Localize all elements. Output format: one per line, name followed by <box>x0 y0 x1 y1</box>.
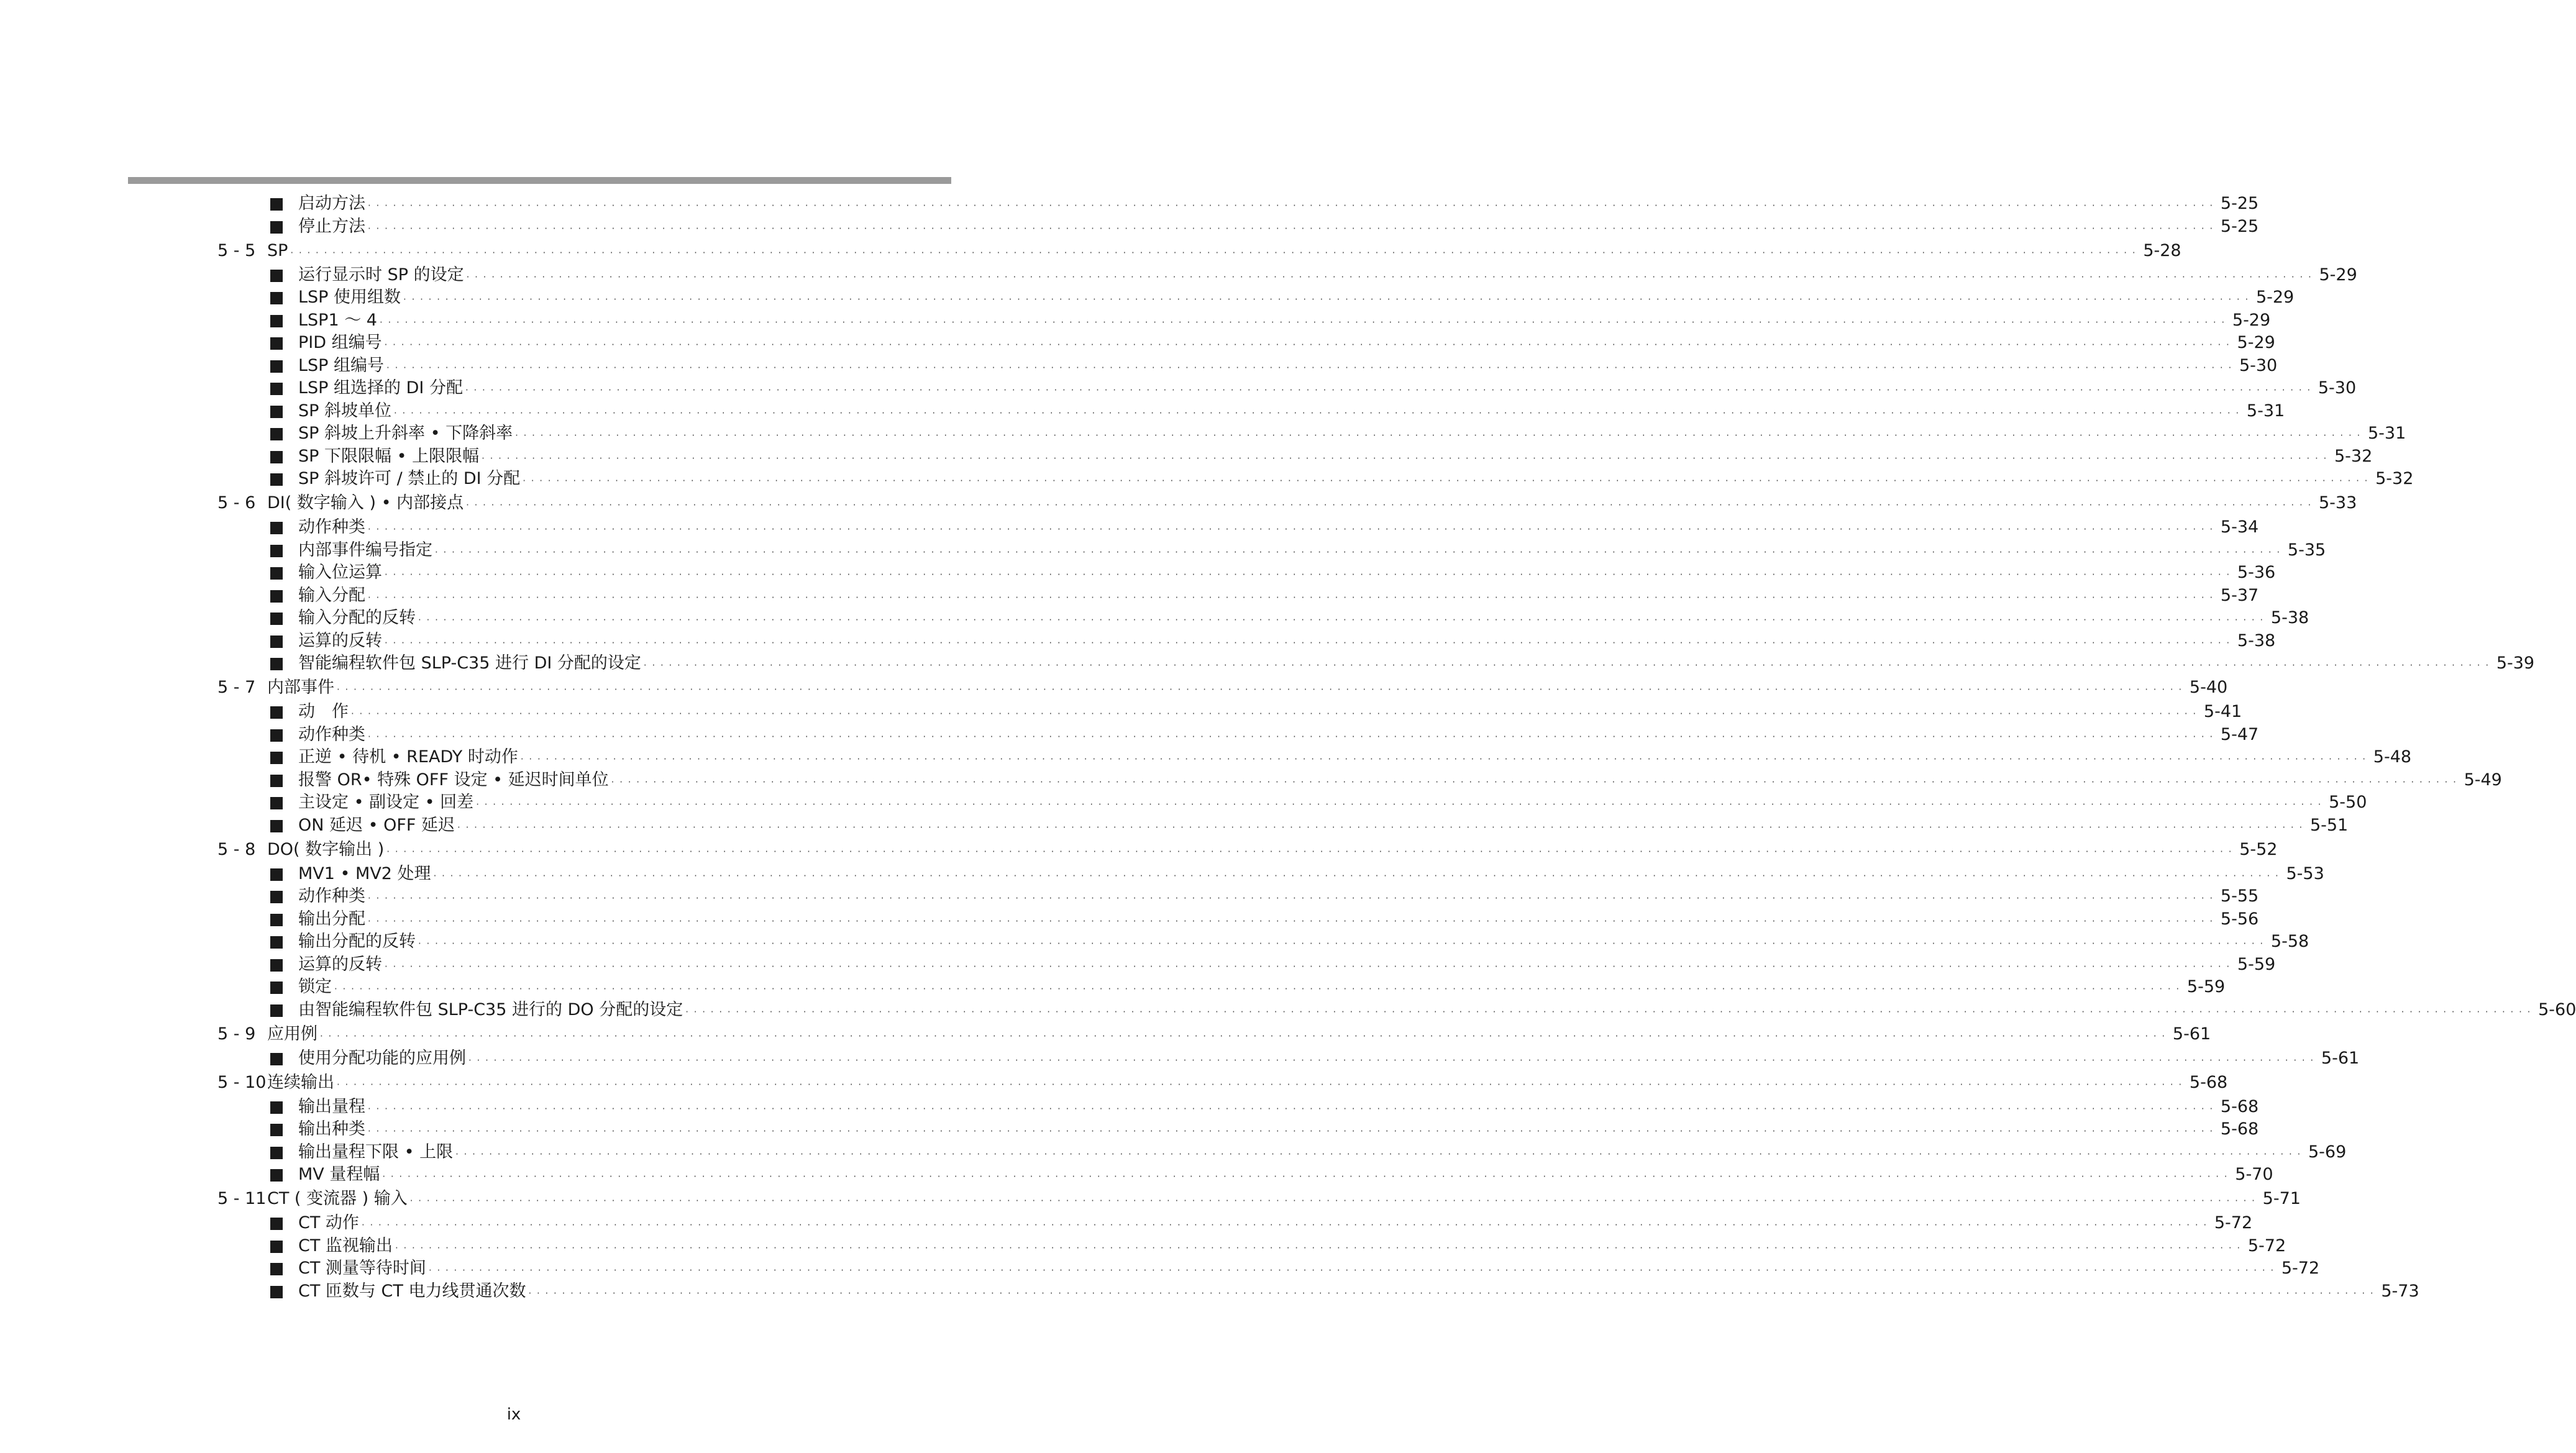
toc-section-row[interactable] <box>0 1023 2211 1045</box>
toc-leader-line <box>298 1141 2347 1164</box>
square-bullet-icon <box>270 959 283 972</box>
dot-leader: · · · · · · · · · · · · · · · · · · · · · · · · · · · · · · · · · · · · · · · · · · · · · · · · · · · · · · · · · · · · · · · · · · · · · · · · · · · · · · · · · · · · · · · · · · · · · · · · · · · · · · · · · · · · · · · · · · · · · · · · · · · · · · · · · · · · · · · · · · · · · · · · · · · · · · · · · · · · · · · · · · · · · · · · · · · · · · · · · · · · · · · · · · · · · · · · · · · · · · · · · · · · · · · · · · · · · · · · · · · · <box>368 591 2214 603</box>
dot-leader: · · · · · · · · · · · · · · · · · · · · · · · · · · · · · · · · · · · · · · · · · · · · · · · · · · · · · · · · · · · · · · · · · · · · · · · · · · · · · · · · · · · · · · · · · · · · · · · · · · · · · · · · · · · · · · · · · · · · · · · · · · · · · · · · · · · · · · · · · · · · · · · · · · · · · · · · · · · · · · · · · · · · · · · · · · · · · · · · · · · · · · · · · · · · · · · · · · · · · · · · · · · · · · · · · · · · · · · · · · · · <box>418 938 2265 949</box>
toc-page-number: 5-70 <box>2235 1165 2273 1184</box>
square-bullet-icon <box>270 1147 283 1159</box>
toc-leader-line <box>298 422 2406 445</box>
dot-leader: · · · · · · · · · · · · · · · · · · · · · · · · · · · · · · · · · · · · · · · · · · · · · · · · · · · · · · · · · · · · · · · · · · · · · · · · · · · · · · · · · · · · · · · · · · · · · · · · · · · · · · · · · · · · · · · · · · · · · · · · · · · · · · · · · · · · · · · · · · · · · · · · · · · · · · · · · · · · · · · · · · · · · · · · · · · · · · · · · · · · · · · · · · · · · · · · · · · · · · · · · · · · · · · · · · · · · · · · · · · · <box>368 222 2214 234</box>
square-bullet-icon <box>270 1286 283 1298</box>
square-bullet-icon <box>270 1004 283 1017</box>
dot-leader: · · · · · · · · · · · · · · · · · · · · · · · · · · · · · · · · · · · · · · · · · · · · · · · · · · · · · · · · · · · · · · · · · · · · · · · · · · · · · · · · · · · · · · · · · · · · · · · · · · · · · · · · · · · · · · · · · · · · · · · · · · · · · · · · · · · · · · · · · · · · · · · · · · · · · · · · · · · · · · · · · · · · · · · · · · · · · · · · · · · · · · · · · · · · · · · · · · · · · · · · · · · · · · · · · · · · · · · · · · · · <box>320 1030 2167 1042</box>
toc-entry-row[interactable] <box>0 814 2349 837</box>
toc-leader-line <box>298 931 2309 953</box>
toc-leader-line <box>298 1212 2253 1234</box>
toc-page-number: 5-38 <box>2237 631 2276 650</box>
dot-leader: · · · · · · · · · · · · · · · · · · · · · · · · · · · · · · · · · · · · · · · · · · · · · · · · · · · · · · · · · · · · · · · · · · · · · · · · · · · · · · · · · · · · · · · · · · · · · · · · · · · · · · · · · · · · · · · · · · · · · · · · · · · · · · · · · · · · · · · · · · · · · · · · · · · · · · · · · · · · · · · · · · · · · · · · · · · · · · · · · · · · · · · · · · · · · · · · · · · · · · · · · · · · · · · · · · · · · · · · · · · · <box>368 893 2214 904</box>
dot-leader: · · · · · · · · · · · · · · · · · · · · · · · · · · · · · · · · · · · · · · · · · · · · · · · · · · · · · · · · · · · · · · · · · · · · · · · · · · · · · · · · · · · · · · · · · · · · · · · · · · · · · · · · · · · · · · · · · · · · · · · · · · · · · · · · · · · · · · · · · · · · · · · · · · · · · · · · · · · · · · · · · · · · · · · · · · · · · · · · · · · · · · · · · · · · · · · · · · · · · · · · · · · · · · · · · · · · · · · · · · · · <box>334 983 2181 995</box>
dot-leader: · · · · · · · · · · · · · · · · · · · · · · · · · · · · · · · · · · · · · · · · · · · · · · · · · · · · · · · · · · · · · · · · · · · · · · · · · · · · · · · · · · · · · · · · · · · · · · · · · · · · · · · · · · · · · · · · · · · · · · · · · · · · · · · · · · · · · · · · · · · · · · · · · · · · · · · · · · · · · · · · · · · · · · · · · · · · · · · · · · · · · · · · · · · · · · · · · · · · · · · · · · · · · · · · · · · · · · · · · · · · <box>457 821 2304 833</box>
toc-entry-title: 主设定 • 副设定 • 回差 <box>298 793 474 812</box>
toc-page-number: 5-48 <box>2373 747 2412 767</box>
toc-entry-row[interactable] <box>0 377 2357 399</box>
toc-entry-title: 停止方法 <box>298 216 365 236</box>
toc-entry-title: LSP 组编号 <box>298 355 385 375</box>
toc-entry-title: 动 作 <box>298 702 349 721</box>
dot-leader: · · · · · · · · · · · · · · · · · · · · · · · · · · · · · · · · · · · · · · · · · · · · · · · · · · · · · · · · · · · · · · · · · · · · · · · · · · · · · · · · · · · · · · · · · · · · · · · · · · · · · · · · · · · · · · · · · · · · · · · · · · · · · · · · · · · · · · · · · · · · · · · · · · · · · · · · · · · · · · · · · · · · · · · · · · · · · · · · · · · · · · · · · · · · · · · · · · · · · · · · · · · · · · · · · · · · · · · · · · · · <box>386 845 2233 857</box>
toc-entry-title: MV1 • MV2 处理 <box>298 863 431 883</box>
toc-entry-title: 正逆 • 待机 • READY 时动作 <box>298 747 518 767</box>
toc-entry-row[interactable] <box>0 193 2259 215</box>
toc-entry-row[interactable] <box>0 468 2414 490</box>
toc-entry-row[interactable] <box>0 1164 2273 1186</box>
square-bullet-icon <box>270 706 283 719</box>
toc-leader-line <box>298 193 2259 215</box>
toc-leader-line <box>298 976 2226 998</box>
toc-page-number: 5-33 <box>2318 493 2357 512</box>
toc-entry-row[interactable] <box>0 1096 2259 1118</box>
section-number: 5 - 8 <box>217 839 256 859</box>
toc-entry-row[interactable] <box>0 332 2275 354</box>
square-bullet-icon <box>270 545 283 557</box>
toc-page-number: 5-50 <box>2329 793 2367 812</box>
square-bullet-icon <box>270 914 283 926</box>
dot-leader: · · · · · · · · · · · · · · · · · · · · · · · · · · · · · · · · · · · · · · · · · · · · · · · · · · · · · · · · · · · · · · · · · · · · · · · · · · · · · · · · · · · · · · · · · · · · · · · · · · · · · · · · · · · · · · · · · · · · · · · · · · · · · · · · · · · · · · · · · · · · · · · · · · · · · · · · · · · · · · · · · · · · · · · · · · · · · · · · · · · · · · · · · · · · · · · · · · · · · · · · · · · · · · · · · · · · · · · · · · · · <box>379 316 2226 328</box>
toc-entry-title: 内部事件 <box>267 678 334 697</box>
toc-leader-line <box>298 630 2276 652</box>
square-bullet-icon <box>270 315 283 327</box>
dot-leader: · · · · · · · · · · · · · · · · · · · · · · · · · · · · · · · · · · · · · · · · · · · · · · · · · · · · · · · · · · · · · · · · · · · · · · · · · · · · · · · · · · · · · · · · · · · · · · · · · · · · · · · · · · · · · · · · · · · · · · · · · · · · · · · · · · · · · · · · · · · · · · · · · · · · · · · · · · · · · · · · · · · · · · · · · · · · · · · · · · · · · · · · · · · · · · · · · · · · · · · · · · · · · · · · · · · · · · · · · · · · <box>386 362 2233 373</box>
toc-page-number: 5-68 <box>2189 1072 2228 1092</box>
toc-page-number: 5-39 <box>2496 654 2535 673</box>
toc-leader-line <box>298 286 2295 309</box>
square-bullet-icon <box>270 982 283 994</box>
dot-leader: · · · · · · · · · · · · · · · · · · · · · · · · · · · · · · · · · · · · · · · · · · · · · · · · · · · · · · · · · · · · · · · · · · · · · · · · · · · · · · · · · · · · · · · · · · · · · · · · · · · · · · · · · · · · · · · · · · · · · · · · · · · · · · · · · · · · · · · · · · · · · · · · · · · · · · · · · · · · · · · · · · · · · · · · · · · · · · · · · · · · · · · · · · · · · · · · · · · · · · · · · · · · · · · · · · · · · · · · · · · · <box>418 614 2265 626</box>
square-bullet-icon <box>270 752 283 764</box>
dot-leader: · · · · · · · · · · · · · · · · · · · · · · · · · · · · · · · · · · · · · · · · · · · · · · · · · · · · · · · · · · · · · · · · · · · · · · · · · · · · · · · · · · · · · · · · · · · · · · · · · · · · · · · · · · · · · · · · · · · · · · · · · · · · · · · · · · · · · · · · · · · · · · · · · · · · · · · · · · · · · · · · · · · · · · · · · · · · · · · · · · · · · · · · · · · · · · · · · · · · · · · · · · · · · · · · · · · · · · · · · · · · <box>368 1103 2214 1114</box>
toc-page-number: 5-61 <box>2172 1024 2211 1044</box>
toc-entry-row[interactable] <box>0 264 2357 286</box>
section-number: 5 - 9 <box>217 1024 256 1044</box>
toc-page-number: 5-59 <box>2186 977 2226 996</box>
dot-leader: · · · · · · · · · · · · · · · · · · · · · · · · · · · · · · · · · · · · · · · · · · · · · · · · · · · · · · · · · · · · · · · · · · · · · · · · · · · · · · · · · · · · · · · · · · · · · · · · · · · · · · · · · · · · · · · · · · · · · · · · · · · · · · · · · · · · · · · · · · · · · · · · · · · · · · · · · · · · · · · · · · · · · · · · · · · · · · · · · · · · · · · · · · · · · · · · · · · · · · · · · · · · · · · · · · · · · · · · · · · · <box>435 546 2281 558</box>
toc-page-number: 5-58 <box>2270 932 2309 951</box>
toc-leader-line <box>298 1047 2360 1070</box>
square-bullet-icon <box>270 1101 283 1114</box>
toc-page-number: 5-29 <box>2255 288 2295 307</box>
toc-entry-title: 智能编程软件包 SLP-C35 进行 DI 分配的设定 <box>298 654 641 673</box>
toc-section-row[interactable] <box>0 676 2228 699</box>
dot-leader: · · · · · · · · · · · · · · · · · · · · · · · · · · · · · · · · · · · · · · · · · · · · · · · · · · · · · · · · · · · · · · · · · · · · · · · · · · · · · · · · · · · · · · · · · · · · · · · · · · · · · · · · · · · · · · · · · · · · · · · · · · · · · · · · · · · · · · · · · · · · · · · · · · · · · · · · · · · · · · · · · · · · · · · · · · · · · · · · · · · · · · · · · · · · · · · · · · · · · · · · · · · · · · · · · · · · · · · · · · · · <box>685 1006 2532 1018</box>
toc-page-number: 5-47 <box>2220 724 2259 744</box>
square-bullet-icon <box>270 198 283 211</box>
toc-entry-title: 输出量程 <box>298 1096 365 1116</box>
square-bullet-icon <box>270 1169 283 1182</box>
toc-entry-title: SP 下限限幅 • 上限限幅 <box>298 446 480 466</box>
dot-leader: · · · · · · · · · · · · · · · · · · · · · · · · · · · · · · · · · · · · · · · · · · · · · · · · · · · · · · · · · · · · · · · · · · · · · · · · · · · · · · · · · · · · · · · · · · · · · · · · · · · · · · · · · · · · · · · · · · · · · · · · · · · · · · · · · · · · · · · · · · · · · · · · · · · · · · · · · · · · · · · · · · · · · · · · · · · · · · · · · · · · · · · · · · · · · · · · · · · · · · · · · · · · · · · · · · · · · · · · · · · · <box>428 1265 2275 1276</box>
toc-page-number: 5-37 <box>2220 585 2259 605</box>
toc-leader-line <box>298 885 2259 908</box>
toc-entry-title: SP 斜坡单位 <box>298 401 392 421</box>
dot-leader: · · · · · · · · · · · · · · · · · · · · · · · · · · · · · · · · · · · · · · · · · · · · · · · · · · · · · · · · · · · · · · · · · · · · · · · · · · · · · · · · · · · · · · · · · · · · · · · · · · · · · · · · · · · · · · · · · · · · · · · · · · · · · · · · · · · · · · · · · · · · · · · · · · · · · · · · · · · · · · · · · · · · · · · · · · · · · · · · · · · · · · · · · · · · · · · · · · · · · · · · · · · · · · · · · · · · · · · · · · · · <box>455 1148 2302 1160</box>
toc-entry-row[interactable] <box>0 286 2295 309</box>
square-bullet-icon <box>270 406 283 418</box>
section-number: 5 - 5 <box>217 240 256 260</box>
square-bullet-icon <box>270 1241 283 1253</box>
toc-entry-title: 运行显示时 SP 的设定 <box>298 265 464 285</box>
toc-section-row[interactable] <box>0 240 2181 262</box>
toc-entry-title: CT 监视输出 <box>298 1236 393 1255</box>
toc-leader-line <box>298 607 2309 629</box>
toc-entry-row[interactable] <box>0 1257 2320 1280</box>
toc-page-number: 5-52 <box>2239 839 2278 859</box>
toc-leader-line <box>298 516 2259 539</box>
toc-entry-row[interactable] <box>0 954 2276 976</box>
square-bullet-icon <box>270 221 283 234</box>
square-bullet-icon <box>270 891 283 903</box>
toc-page-number: 5-69 <box>2308 1142 2347 1162</box>
square-bullet-icon <box>270 383 283 395</box>
toc-entry-title: SP 斜坡许可 / 禁止的 DI 分配 <box>298 469 521 488</box>
square-bullet-icon <box>270 613 283 625</box>
square-bullet-icon <box>270 797 283 809</box>
dot-leader: · · · · · · · · · · · · · · · · · · · · · · · · · · · · · · · · · · · · · · · · · · · · · · · · · · · · · · · · · · · · · · · · · · · · · · · · · · · · · · · · · · · · · · · · · · · · · · · · · · · · · · · · · · · · · · · · · · · · · · · · · · · · · · · · · · · · · · · · · · · · · · · · · · · · · · · · · · · · · · · · · · · · · · · · · · · · · · · · · · · · · · · · · · · · · · · · · · · · · · · · · · · · · · · · · · · · · · · · · · · · <box>468 1054 2315 1066</box>
dot-leader: · · · · · · · · · · · · · · · · · · · · · · · · · · · · · · · · · · · · · · · · · · · · · · · · · · · · · · · · · · · · · · · · · · · · · · · · · · · · · · · · · · · · · · · · · · · · · · · · · · · · · · · · · · · · · · · · · · · · · · · · · · · · · · · · · · · · · · · · · · · · · · · · · · · · · · · · · · · · · · · · · · · · · · · · · · · · · · · · · · · · · · · · · · · · · · · · · · · · · · · · · · · · · · · · · · · · · · · · · · · · <box>643 660 2490 671</box>
toc-page-number: 5-55 <box>2220 886 2259 906</box>
square-bullet-icon <box>270 1218 283 1230</box>
toc-leader-line <box>267 492 2357 514</box>
toc-leader-line <box>298 1280 2419 1303</box>
toc-page-number: 5-28 <box>2143 240 2181 260</box>
toc-leader-line <box>298 814 2349 837</box>
toc-leader-line <box>298 791 2367 814</box>
dot-leader: · · · · · · · · · · · · · · · · · · · · · · · · · · · · · · · · · · · · · · · · · · · · · · · · · · · · · · · · · · · · · · · · · · · · · · · · · · · · · · · · · · · · · · · · · · · · · · · · · · · · · · · · · · · · · · · · · · · · · · · · · · · · · · · · · · · · · · · · · · · · · · · · · · · · · · · · · · · · · · · · · · · · · · · · · · · · · · · · · · · · · · · · · · · · · · · · · · · · · · · · · · · · · · · · · · · · · · · · · · · · <box>385 960 2231 972</box>
toc-entry-title: LSP 使用组数 <box>298 288 401 307</box>
dot-leader: · · · · · · · · · · · · · · · · · · · · · · · · · · · · · · · · · · · · · · · · · · · · · · · · · · · · · · · · · · · · · · · · · · · · · · · · · · · · · · · · · · · · · · · · · · · · · · · · · · · · · · · · · · · · · · · · · · · · · · · · · · · · · · · · · · · · · · · · · · · · · · · · · · · · · · · · · · · · · · · · · · · · · · · · · · · · · · · · · · · · · · · · · · · · · · · · · · · · · · · · · · · · · · · · · · · · · · · · · · · · <box>466 271 2313 283</box>
dot-leader: · · · · · · · · · · · · · · · · · · · · · · · · · · · · · · · · · · · · · · · · · · · · · · · · · · · · · · · · · · · · · · · · · · · · · · · · · · · · · · · · · · · · · · · · · · · · · · · · · · · · · · · · · · · · · · · · · · · · · · · · · · · · · · · · · · · · · · · · · · · · · · · · · · · · · · · · · · · · · · · · · · · · · · · · · · · · · · · · · · · · · · · · · · · · · · · · · · · · · · · · · · · · · · · · · · · · · · · · · · · · <box>337 684 2183 695</box>
toc-entry-row[interactable] <box>0 422 2406 445</box>
toc-entry-row[interactable] <box>0 630 2276 652</box>
toc-page-number: 5-32 <box>2334 446 2373 466</box>
toc-entry-row[interactable] <box>0 1212 2253 1234</box>
toc-entry-title: 运算的反转 <box>298 631 382 650</box>
toc-page-number: 5-61 <box>2321 1048 2360 1068</box>
dot-leader: · · · · · · · · · · · · · · · · · · · · · · · · · · · · · · · · · · · · · · · · · · · · · · · · · · · · · · · · · · · · · · · · · · · · · · · · · · · · · · · · · · · · · · · · · · · · · · · · · · · · · · · · · · · · · · · · · · · · · · · · · · · · · · · · · · · · · · · · · · · · · · · · · · · · · · · · · · · · · · · · · · · · · · · · · · · · · · · · · · · · · · · · · · · · · · · · · · · · · · · · · · · · · · · · · · · · · · · · · · · · <box>368 1126 2214 1137</box>
dot-leader: · · · · · · · · · · · · · · · · · · · · · · · · · · · · · · · · · · · · · · · · · · · · · · · · · · · · · · · · · · · · · · · · · · · · · · · · · · · · · · · · · · · · · · · · · · · · · · · · · · · · · · · · · · · · · · · · · · · · · · · · · · · · · · · · · · · · · · · · · · · · · · · · · · · · · · · · · · · · · · · · · · · · · · · · · · · · · · · · · · · · · · · · · · · · · · · · · · · · · · · · · · · · · · · · · · · · · · · · · · · · <box>368 200 2214 211</box>
toc-entry-title: 使用分配功能的应用例 <box>298 1048 466 1068</box>
dot-leader: · · · · · · · · · · · · · · · · · · · · · · · · · · · · · · · · · · · · · · · · · · · · · · · · · · · · · · · · · · · · · · · · · · · · · · · · · · · · · · · · · · · · · · · · · · · · · · · · · · · · · · · · · · · · · · · · · · · · · · · · · · · · · · · · · · · · · · · · · · · · · · · · · · · · · · · · · · · · · · · · · · · · · · · · · · · · · · · · · · · · · · · · · · · · · · · · · · · · · · · · · · · · · · · · · · · · · · · · · · · · <box>395 1242 2242 1254</box>
toc-entry-row[interactable] <box>0 216 2259 238</box>
toc-entry-row[interactable] <box>0 652 2535 675</box>
toc-section-row[interactable] <box>0 1188 2301 1210</box>
toc-leader-line <box>298 539 2326 562</box>
toc-entry-row[interactable] <box>0 585 2259 607</box>
square-bullet-icon <box>270 635 283 648</box>
square-bullet-icon <box>270 820 283 832</box>
square-bullet-icon <box>270 936 283 949</box>
toc-page-number: 5-71 <box>2262 1189 2301 1208</box>
toc-entry-title: 输出种类 <box>298 1119 365 1139</box>
toc-entry-title: DI( 数字输入 ) • 内部接点 <box>267 493 464 512</box>
toc-entry-row[interactable] <box>0 355 2278 377</box>
toc-entry-row[interactable] <box>0 863 2324 885</box>
toc-leader-line <box>267 676 2228 699</box>
toc-entry-title: ON 延迟 • OFF 延迟 <box>298 815 455 835</box>
toc-leader-line <box>298 701 2242 723</box>
toc-entry-row[interactable] <box>0 746 2412 768</box>
toc-leader-line <box>298 445 2373 468</box>
dot-leader: · · · · · · · · · · · · · · · · · · · · · · · · · · · · · · · · · · · · · · · · · · · · · · · · · · · · · · · · · · · · · · · · · · · · · · · · · · · · · · · · · · · · · · · · · · · · · · · · · · · · · · · · · · · · · · · · · · · · · · · · · · · · · · · · · · · · · · · · · · · · · · · · · · · · · · · · · · · · · · · · · · · · · · · · · · · · · · · · · · · · · · · · · · · · · · · · · · · · · · · · · · · · · · · · · · · · · · · · · · · · <box>466 499 2313 511</box>
square-bullet-icon <box>270 428 283 440</box>
dot-leader: · · · · · · · · · · · · · · · · · · · · · · · · · · · · · · · · · · · · · · · · · · · · · · · · · · · · · · · · · · · · · · · · · · · · · · · · · · · · · · · · · · · · · · · · · · · · · · · · · · · · · · · · · · · · · · · · · · · · · · · · · · · · · · · · · · · · · · · · · · · · · · · · · · · · · · · · · · · · · · · · · · · · · · · · · · · · · · · · · · · · · · · · · · · · · · · · · · · · · · · · · · · · · · · · · · · · · · · · · · · · <box>384 339 2231 350</box>
toc-page-number: 5-25 <box>2220 194 2259 213</box>
square-bullet-icon <box>270 292 283 304</box>
toc-entry-title: 输出分配 <box>298 909 365 929</box>
toc-entry-row[interactable] <box>0 769 2502 791</box>
toc-entry-row[interactable] <box>0 445 2373 468</box>
toc-entry-title: 输出分配的反转 <box>298 932 416 951</box>
square-bullet-icon <box>270 360 283 373</box>
toc-leader-line <box>298 954 2276 976</box>
toc-page-number: 5-35 <box>2287 540 2326 560</box>
toc-entry-title: MV 量程幅 <box>298 1165 380 1184</box>
toc-entry-title: 动作种类 <box>298 886 365 906</box>
toc-leader-line <box>298 216 2259 238</box>
toc-leader-line <box>298 400 2285 422</box>
dot-leader: · · · · · · · · · · · · · · · · · · · · · · · · · · · · · · · · · · · · · · · · · · · · · · · · · · · · · · · · · · · · · · · · · · · · · · · · · · · · · · · · · · · · · · · · · · · · · · · · · · · · · · · · · · · · · · · · · · · · · · · · · · · · · · · · · · · · · · · · · · · · · · · · · · · · · · · · · · · · · · · · · · · · · · · · · · · · · · · · · · · · · · · · · · · · · · · · · · · · · · · · · · · · · · · · · · · · · · · · · · · · <box>482 452 2328 464</box>
square-bullet-icon <box>270 522 283 534</box>
dot-leader: · · · · · · · · · · · · · · · · · · · · · · · · · · · · · · · · · · · · · · · · · · · · · · · · · · · · · · · · · · · · · · · · · · · · · · · · · · · · · · · · · · · · · · · · · · · · · · · · · · · · · · · · · · · · · · · · · · · · · · · · · · · · · · · · · · · · · · · · · · · · · · · · · · · · · · · · · · · · · · · · · · · · · · · · · · · · · · · · · · · · · · · · · · · · · · · · · · · · · · · · · · · · · · · · · · · · · · · · · · · · <box>361 1219 2208 1231</box>
toc-page-number: 5-31 <box>2368 424 2406 443</box>
toc-leader-line <box>267 1188 2301 1210</box>
dot-leader: · · · · · · · · · · · · · · · · · · · · · · · · · · · · · · · · · · · · · · · · · · · · · · · · · · · · · · · · · · · · · · · · · · · · · · · · · · · · · · · · · · · · · · · · · · · · · · · · · · · · · · · · · · · · · · · · · · · · · · · · · · · · · · · · · · · · · · · · · · · · · · · · · · · · · · · · · · · · · · · · · · · · · · · · · · · · · · · · · · · · · · · · · · · · · · · · · · · · · · · · · · · · · · · · · · · · · · · · · · · · <box>394 407 2240 419</box>
toc-leader-line <box>267 1023 2211 1045</box>
toc-page-number: 5-25 <box>2220 216 2259 236</box>
toc-leader-line <box>298 746 2412 768</box>
square-bullet-icon <box>270 1263 283 1275</box>
toc-entry-row[interactable] <box>0 1235 2286 1257</box>
square-bullet-icon <box>270 337 283 350</box>
toc-page-number: 5-72 <box>2281 1259 2320 1278</box>
toc-leader-line <box>267 1072 2228 1094</box>
dot-leader: · · · · · · · · · · · · · · · · · · · · · · · · · · · · · · · · · · · · · · · · · · · · · · · · · · · · · · · · · · · · · · · · · · · · · · · · · · · · · · · · · · · · · · · · · · · · · · · · · · · · · · · · · · · · · · · · · · · · · · · · · · · · · · · · · · · · · · · · · · · · · · · · · · · · · · · · · · · · · · · · · · · · · · · · · · · · · · · · · · · · · · · · · · · · · · · · · · · · · · · · · · · · · · · · · · · · · · · · · · · · <box>290 247 2137 258</box>
toc-entry-row[interactable] <box>0 1047 2360 1070</box>
toc-entry-title: 启动方法 <box>298 194 365 213</box>
toc-page-number: 5-51 <box>2309 815 2349 835</box>
toc-leader-line <box>298 309 2271 332</box>
toc-page-number: 5-36 <box>2237 563 2276 582</box>
toc-entry-row[interactable] <box>0 908 2259 931</box>
toc-entry-title: 由智能编程软件包 SLP-C35 进行的 DO 分配的设定 <box>298 1000 683 1019</box>
toc-section-row[interactable] <box>0 1072 2228 1094</box>
toc-entry-title: 输入分配的反转 <box>298 608 416 627</box>
toc-entry-title: SP 斜坡上升斜率 • 下降斜率 <box>298 424 513 443</box>
toc-entry-title: CT 动作 <box>298 1213 359 1232</box>
toc-entry-title: PID 组编号 <box>298 333 382 352</box>
toc-entry-title: 输出量程下限 • 上限 <box>298 1142 454 1162</box>
toc-entry-row[interactable] <box>0 562 2276 584</box>
dot-leader: · · · · · · · · · · · · · · · · · · · · · · · · · · · · · · · · · · · · · · · · · · · · · · · · · · · · · · · · · · · · · · · · · · · · · · · · · · · · · · · · · · · · · · · · · · · · · · · · · · · · · · · · · · · · · · · · · · · · · · · · · · · · · · · · · · · · · · · · · · · · · · · · · · · · · · · · · · · · · · · · · · · · · · · · · · · · · · · · · · · · · · · · · · · · · · · · · · · · · · · · · · · · · · · · · · · · · · · · · · · · <box>337 1078 2183 1090</box>
square-bullet-icon <box>270 270 283 282</box>
square-bullet-icon <box>270 567 283 580</box>
toc-page-number: 5-29 <box>2319 265 2357 285</box>
toc-page-number: 5-49 <box>2464 770 2502 790</box>
toc-entry-title: 锁定 <box>298 977 332 996</box>
dot-leader: · · · · · · · · · · · · · · · · · · · · · · · · · · · · · · · · · · · · · · · · · · · · · · · · · · · · · · · · · · · · · · · · · · · · · · · · · · · · · · · · · · · · · · · · · · · · · · · · · · · · · · · · · · · · · · · · · · · · · · · · · · · · · · · · · · · · · · · · · · · · · · · · · · · · · · · · · · · · · · · · · · · · · · · · · · · · · · · · · · · · · · · · · · · · · · · · · · · · · · · · · · · · · · · · · · · · · · · · · · · · <box>611 776 2457 788</box>
square-bullet-icon <box>270 1053 283 1065</box>
toc-section-row[interactable] <box>0 492 2357 514</box>
toc-entry-row[interactable] <box>0 999 2576 1021</box>
square-bullet-icon <box>270 729 283 742</box>
toc-entry-row[interactable] <box>0 724 2259 746</box>
toc-entry-title: DO( 数字输出 ) <box>267 839 385 859</box>
dot-leader: · · · · · · · · · · · · · · · · · · · · · · · · · · · · · · · · · · · · · · · · · · · · · · · · · · · · · · · · · · · · · · · · · · · · · · · · · · · · · · · · · · · · · · · · · · · · · · · · · · · · · · · · · · · · · · · · · · · · · · · · · · · · · · · · · · · · · · · · · · · · · · · · · · · · · · · · · · · · · · · · · · · · · · · · · · · · · · · · · · · · · · · · · · · · · · · · · · · · · · · · · · · · · · · · · · · · · · · · · · · · <box>382 1171 2229 1182</box>
dot-leader: · · · · · · · · · · · · · · · · · · · · · · · · · · · · · · · · · · · · · · · · · · · · · · · · · · · · · · · · · · · · · · · · · · · · · · · · · · · · · · · · · · · · · · · · · · · · · · · · · · · · · · · · · · · · · · · · · · · · · · · · · · · · · · · · · · · · · · · · · · · · · · · · · · · · · · · · · · · · · · · · · · · · · · · · · · · · · · · · · · · · · · · · · · · · · · · · · · · · · · · · · · · · · · · · · · · · · · · · · · · · <box>385 637 2231 649</box>
toc-entry-row[interactable] <box>0 1280 2419 1303</box>
toc-entry-title: 应用例 <box>267 1024 317 1044</box>
toc-entry-title: CT 匝数与 CT 电力线贯通次数 <box>298 1281 526 1301</box>
toc-leader-line <box>298 562 2276 584</box>
toc-leader-line <box>267 839 2278 861</box>
toc-page-number: 5-60 <box>2538 1000 2576 1019</box>
toc-entry-title: LSP 组选择的 DI 分配 <box>298 378 463 398</box>
section-number: 5 - 10 <box>217 1072 267 1092</box>
dot-leader: · · · · · · · · · · · · · · · · · · · · · · · · · · · · · · · · · · · · · · · · · · · · · · · · · · · · · · · · · · · · · · · · · · · · · · · · · · · · · · · · · · · · · · · · · · · · · · · · · · · · · · · · · · · · · · · · · · · · · · · · · · · · · · · · · · · · · · · · · · · · · · · · · · · · · · · · · · · · · · · · · · · · · · · · · · · · · · · · · · · · · · · · · · · · · · · · · · · · · · · · · · · · · · · · · · · · · · · · · · · · <box>520 754 2367 765</box>
toc-entry-title: CT ( 变流器 ) 输入 <box>267 1189 408 1208</box>
toc-leader-line <box>298 332 2275 354</box>
toc-page-number: 5-32 <box>2375 469 2414 488</box>
toc-page-number: 5-73 <box>2381 1281 2419 1301</box>
toc-entry-title: CT 测量等待时间 <box>298 1259 426 1278</box>
toc-entry-row[interactable] <box>0 1141 2347 1164</box>
square-bullet-icon <box>270 451 283 463</box>
toc-leader-line <box>298 1257 2320 1280</box>
section-number: 5 - 7 <box>217 678 256 697</box>
toc-entry-row[interactable] <box>0 539 2326 562</box>
toc-entry-title: SP <box>267 240 288 260</box>
toc-page-number: 5-41 <box>2203 702 2242 721</box>
toc-entry-row[interactable] <box>0 931 2309 953</box>
toc-leader-line <box>298 264 2357 286</box>
toc-leader-line <box>298 863 2324 885</box>
toc-page-number: 5-38 <box>2270 608 2309 627</box>
toc-entry-row[interactable] <box>0 885 2259 908</box>
toc-leader-line <box>267 240 2181 262</box>
toc-entry-row[interactable] <box>0 791 2367 814</box>
toc-page-number: 5-40 <box>2189 678 2228 697</box>
toc-page-number: 5-53 <box>2286 863 2324 883</box>
toc-entry-row[interactable] <box>0 607 2309 629</box>
square-bullet-icon <box>270 590 283 603</box>
dot-leader: · · · · · · · · · · · · · · · · · · · · · · · · · · · · · · · · · · · · · · · · · · · · · · · · · · · · · · · · · · · · · · · · · · · · · · · · · · · · · · · · · · · · · · · · · · · · · · · · · · · · · · · · · · · · · · · · · · · · · · · · · · · · · · · · · · · · · · · · · · · · · · · · · · · · · · · · · · · · · · · · · · · · · · · · · · · · · · · · · · · · · · · · · · · · · · · · · · · · · · · · · · · · · · · · · · · · · · · · · · · · <box>409 1195 2256 1206</box>
toc-entry-row[interactable] <box>0 976 2226 998</box>
dot-leader: · · · · · · · · · · · · · · · · · · · · · · · · · · · · · · · · · · · · · · · · · · · · · · · · · · · · · · · · · · · · · · · · · · · · · · · · · · · · · · · · · · · · · · · · · · · · · · · · · · · · · · · · · · · · · · · · · · · · · · · · · · · · · · · · · · · · · · · · · · · · · · · · · · · · · · · · · · · · · · · · · · · · · · · · · · · · · · · · · · · · · · · · · · · · · · · · · · · · · · · · · · · · · · · · · · · · · · · · · · · · <box>476 799 2323 810</box>
dot-leader: · · · · · · · · · · · · · · · · · · · · · · · · · · · · · · · · · · · · · · · · · · · · · · · · · · · · · · · · · · · · · · · · · · · · · · · · · · · · · · · · · · · · · · · · · · · · · · · · · · · · · · · · · · · · · · · · · · · · · · · · · · · · · · · · · · · · · · · · · · · · · · · · · · · · · · · · · · · · · · · · · · · · · · · · · · · · · · · · · · · · · · · · · · · · · · · · · · · · · · · · · · · · · · · · · · · · · · · · · · · · <box>368 731 2214 742</box>
section-number: 5 - 11 <box>217 1189 267 1208</box>
square-bullet-icon <box>270 658 283 670</box>
top-rule <box>128 177 951 184</box>
toc-page-number: 5-68 <box>2220 1119 2259 1139</box>
toc-page-number: 5-31 <box>2246 401 2285 421</box>
toc-page-number: 5-56 <box>2220 909 2259 929</box>
toc-entry-row[interactable] <box>0 701 2242 723</box>
toc-leader-line <box>298 999 2576 1021</box>
dot-leader: · · · · · · · · · · · · · · · · · · · · · · · · · · · · · · · · · · · · · · · · · · · · · · · · · · · · · · · · · · · · · · · · · · · · · · · · · · · · · · · · · · · · · · · · · · · · · · · · · · · · · · · · · · · · · · · · · · · · · · · · · · · · · · · · · · · · · · · · · · · · · · · · · · · · · · · · · · · · · · · · · · · · · · · · · · · · · · · · · · · · · · · · · · · · · · · · · · · · · · · · · · · · · · · · · · · · · · · · · · · · <box>528 1287 2375 1299</box>
toc-leader-line <box>298 1118 2259 1141</box>
toc-page-number: 5-34 <box>2220 517 2259 537</box>
toc-leader-line <box>298 585 2259 607</box>
toc-entry-title: 报警 OR• 特殊 OFF 设定 • 延迟时间单位 <box>298 770 609 790</box>
page-number: ix <box>506 1405 521 1424</box>
toc-leader-line <box>298 1164 2273 1186</box>
toc-entry-title: 连续输出 <box>267 1072 334 1092</box>
dot-leader: · · · · · · · · · · · · · · · · · · · · · · · · · · · · · · · · · · · · · · · · · · · · · · · · · · · · · · · · · · · · · · · · · · · · · · · · · · · · · · · · · · · · · · · · · · · · · · · · · · · · · · · · · · · · · · · · · · · · · · · · · · · · · · · · · · · · · · · · · · · · · · · · · · · · · · · · · · · · · · · · · · · · · · · · · · · · · · · · · · · · · · · · · · · · · · · · · · · · · · · · · · · · · · · · · · · · · · · · · · · · <box>523 475 2369 486</box>
dot-leader: · · · · · · · · · · · · · · · · · · · · · · · · · · · · · · · · · · · · · · · · · · · · · · · · · · · · · · · · · · · · · · · · · · · · · · · · · · · · · · · · · · · · · · · · · · · · · · · · · · · · · · · · · · · · · · · · · · · · · · · · · · · · · · · · · · · · · · · · · · · · · · · · · · · · · · · · · · · · · · · · · · · · · · · · · · · · · · · · · · · · · · · · · · · · · · · · · · · · · · · · · · · · · · · · · · · · · · · · · · · · <box>515 430 2362 441</box>
dot-leader: · · · · · · · · · · · · · · · · · · · · · · · · · · · · · · · · · · · · · · · · · · · · · · · · · · · · · · · · · · · · · · · · · · · · · · · · · · · · · · · · · · · · · · · · · · · · · · · · · · · · · · · · · · · · · · · · · · · · · · · · · · · · · · · · · · · · · · · · · · · · · · · · · · · · · · · · · · · · · · · · · · · · · · · · · · · · · · · · · · · · · · · · · · · · · · · · · · · · · · · · · · · · · · · · · · · · · · · · · · · · <box>368 524 2214 535</box>
dot-leader: · · · · · · · · · · · · · · · · · · · · · · · · · · · · · · · · · · · · · · · · · · · · · · · · · · · · · · · · · · · · · · · · · · · · · · · · · · · · · · · · · · · · · · · · · · · · · · · · · · · · · · · · · · · · · · · · · · · · · · · · · · · · · · · · · · · · · · · · · · · · · · · · · · · · · · · · · · · · · · · · · · · · · · · · · · · · · · · · · · · · · · · · · · · · · · · · · · · · · · · · · · · · · · · · · · · · · · · · · · · · <box>351 708 2198 719</box>
toc-section-row[interactable] <box>0 839 2278 861</box>
square-bullet-icon <box>270 868 283 881</box>
toc-leader-line <box>298 355 2278 377</box>
dot-leader: · · · · · · · · · · · · · · · · · · · · · · · · · · · · · · · · · · · · · · · · · · · · · · · · · · · · · · · · · · · · · · · · · · · · · · · · · · · · · · · · · · · · · · · · · · · · · · · · · · · · · · · · · · · · · · · · · · · · · · · · · · · · · · · · · · · · · · · · · · · · · · · · · · · · · · · · · · · · · · · · · · · · · · · · · · · · · · · · · · · · · · · · · · · · · · · · · · · · · · · · · · · · · · · · · · · · · · · · · · · · <box>465 385 2312 396</box>
toc-entry-title: 运算的反转 <box>298 954 382 974</box>
toc-leader-line <box>298 769 2502 791</box>
toc-leader-line <box>298 1235 2286 1257</box>
section-number: 5 - 6 <box>217 493 256 512</box>
square-bullet-icon <box>270 775 283 787</box>
toc-entry-row[interactable] <box>0 309 2271 332</box>
toc-page-number: 5-30 <box>2239 355 2278 375</box>
toc-leader-line <box>298 468 2414 490</box>
toc-leader-line <box>298 652 2535 675</box>
toc-page-number: 5-72 <box>2214 1213 2253 1232</box>
toc-entry-title: 输入位运算 <box>298 563 382 582</box>
dot-leader: · · · · · · · · · · · · · · · · · · · · · · · · · · · · · · · · · · · · · · · · · · · · · · · · · · · · · · · · · · · · · · · · · · · · · · · · · · · · · · · · · · · · · · · · · · · · · · · · · · · · · · · · · · · · · · · · · · · · · · · · · · · · · · · · · · · · · · · · · · · · · · · · · · · · · · · · · · · · · · · · · · · · · · · · · · · · · · · · · · · · · · · · · · · · · · · · · · · · · · · · · · · · · · · · · · · · · · · · · · · · <box>368 915 2214 927</box>
toc-page-number: 5-72 <box>2247 1236 2286 1255</box>
toc-entry-title: 动作种类 <box>298 724 365 744</box>
square-bullet-icon <box>270 1124 283 1136</box>
toc-entry-title: 动作种类 <box>298 517 365 537</box>
toc-entry-title: LSP1 ～ 4 <box>298 310 377 330</box>
toc-leader-line <box>298 1096 2259 1118</box>
toc-entry-row[interactable] <box>0 516 2259 539</box>
dot-leader: · · · · · · · · · · · · · · · · · · · · · · · · · · · · · · · · · · · · · · · · · · · · · · · · · · · · · · · · · · · · · · · · · · · · · · · · · · · · · · · · · · · · · · · · · · · · · · · · · · · · · · · · · · · · · · · · · · · · · · · · · · · · · · · · · · · · · · · · · · · · · · · · · · · · · · · · · · · · · · · · · · · · · · · · · · · · · · · · · · · · · · · · · · · · · · · · · · · · · · · · · · · · · · · · · · · · · · · · · · · · <box>433 870 2280 881</box>
toc-entry-title: 输入分配 <box>298 585 365 605</box>
toc-page-number: 5-68 <box>2220 1096 2259 1116</box>
toc-leader-line <box>298 377 2357 399</box>
toc-leader-line <box>298 908 2259 931</box>
toc-entry-row[interactable] <box>0 400 2285 422</box>
toc-page-number: 5-30 <box>2318 378 2357 398</box>
square-bullet-icon <box>270 473 283 486</box>
toc-page-number: 5-59 <box>2237 954 2276 974</box>
toc-entry-title: 内部事件编号指定 <box>298 540 432 560</box>
toc-entry-row[interactable] <box>0 1118 2259 1141</box>
dot-leader: · · · · · · · · · · · · · · · · · · · · · · · · · · · · · · · · · · · · · · · · · · · · · · · · · · · · · · · · · · · · · · · · · · · · · · · · · · · · · · · · · · · · · · · · · · · · · · · · · · · · · · · · · · · · · · · · · · · · · · · · · · · · · · · · · · · · · · · · · · · · · · · · · · · · · · · · · · · · · · · · · · · · · · · · · · · · · · · · · · · · · · · · · · · · · · · · · · · · · · · · · · · · · · · · · · · · · · · · · · · · <box>403 294 2250 305</box>
toc-leader-line <box>298 724 2259 746</box>
dot-leader: · · · · · · · · · · · · · · · · · · · · · · · · · · · · · · · · · · · · · · · · · · · · · · · · · · · · · · · · · · · · · · · · · · · · · · · · · · · · · · · · · · · · · · · · · · · · · · · · · · · · · · · · · · · · · · · · · · · · · · · · · · · · · · · · · · · · · · · · · · · · · · · · · · · · · · · · · · · · · · · · · · · · · · · · · · · · · · · · · · · · · · · · · · · · · · · · · · · · · · · · · · · · · · · · · · · · · · · · · · · · <box>385 569 2231 580</box>
toc-page-number: 5-29 <box>2232 310 2271 330</box>
toc-page-number: 5-29 <box>2237 333 2275 352</box>
